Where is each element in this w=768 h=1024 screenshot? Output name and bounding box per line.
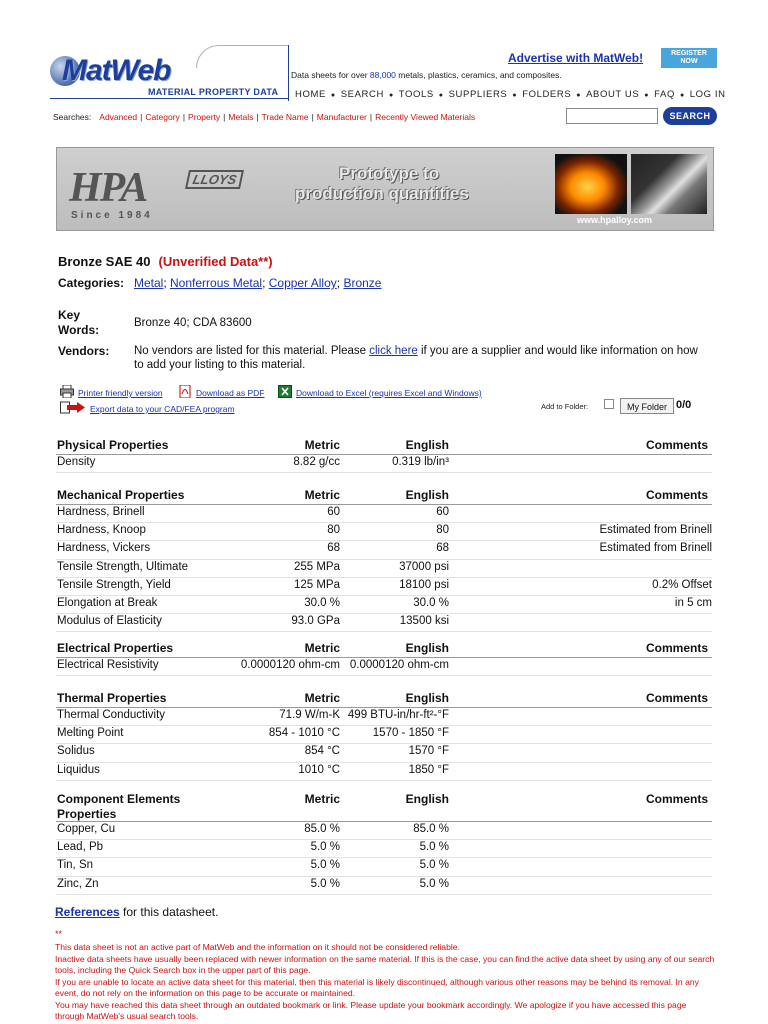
comments-column-header: Comments xyxy=(645,488,708,502)
register-line-1: REGISTER xyxy=(671,50,707,57)
vendors-label: Vendors: xyxy=(58,344,110,358)
search-link-trade-name[interactable]: Trade Name xyxy=(261,112,309,122)
register-now-button[interactable] xyxy=(661,48,717,68)
property-name[interactable]: Hardness, Vickers xyxy=(57,542,151,555)
metric-value: 60 xyxy=(327,506,340,518)
property-table xyxy=(56,791,712,895)
comment-value: Estimated from Brinell xyxy=(599,524,712,537)
pdf-icon xyxy=(178,385,192,398)
banner-forging-image xyxy=(555,154,627,214)
nav-separator: ● xyxy=(644,92,650,99)
quick-search-input[interactable] xyxy=(566,108,658,124)
metric-value: 93.0 GPa xyxy=(291,615,340,628)
property-name[interactable]: Melting Point xyxy=(57,727,124,740)
property-name[interactable]: Tin, Sn xyxy=(57,859,94,872)
vendors-text-pre: No vendors are listed for this material. Please xyxy=(134,345,370,357)
table-row xyxy=(56,840,712,858)
add-to-folder-label: Add to Folder: xyxy=(541,402,589,411)
vendors-text xyxy=(134,344,709,372)
nav-item-folders[interactable]: FOLDERS xyxy=(522,89,572,100)
disclaimer-marker: ** xyxy=(55,929,63,939)
property-table xyxy=(56,690,712,781)
banner-since: Since 1984 xyxy=(71,210,153,221)
metric-value: 1010 °C xyxy=(298,763,340,776)
comments-column-header: Comments xyxy=(645,691,708,705)
nav-separator: ● xyxy=(438,92,444,99)
metric-value: 854 - 1010 °C xyxy=(268,727,340,740)
english-value: 5.0 % xyxy=(419,859,449,872)
property-name[interactable]: Liquidus xyxy=(57,763,100,776)
english-value: 85.0 % xyxy=(413,823,449,835)
disclaimer-line: Inactive data sheets have usually been replaced with newer information on the same material. If this is the case, you can find the active data sheet by using any of our search tools, including the Quick Search box in the upper part of this page. xyxy=(55,953,715,975)
category-separator: ; xyxy=(336,276,344,290)
table-row xyxy=(56,541,712,559)
search-link-recently-viewed-materials[interactable]: Recently Viewed Materials xyxy=(375,112,476,122)
category-separator: ; xyxy=(163,276,171,290)
property-name[interactable]: Electrical Resistivity xyxy=(57,659,159,671)
english-value: 5.0 % xyxy=(419,877,449,890)
tagline-pre: Data sheets for over xyxy=(291,70,370,80)
english-value: 0.0000120 ohm-cm xyxy=(349,659,449,671)
my-folder-select[interactable]: My Folder xyxy=(620,398,674,414)
table-header xyxy=(56,690,712,708)
english-value: 0.319 lb/in³ xyxy=(392,456,449,468)
metric-column-header: Metric xyxy=(304,691,340,705)
metric-value: 255 MPa xyxy=(293,560,340,573)
section-title: Component Elements Properties xyxy=(57,792,181,821)
metric-column-header: Metric xyxy=(304,488,340,502)
disclaimer-line: If you are unable to locate an active data sheet for this material, then this material is likely discontinued, although various other reasons may be behind its removal. In any event, do not rely on the information on this page to be accurate or maintained. xyxy=(55,976,699,998)
metric-value: 30.0 % xyxy=(304,596,340,609)
search-link-category[interactable]: Category xyxy=(145,112,180,122)
table-row xyxy=(56,560,712,578)
property-name[interactable]: Density xyxy=(57,456,96,468)
material-name: Bronze SAE 40 xyxy=(58,254,151,269)
hpa-alloys-banner[interactable] xyxy=(56,147,714,231)
search-link-manufacturer[interactable]: Manufacturer xyxy=(316,112,367,122)
table-row xyxy=(56,523,712,541)
property-name[interactable]: Hardness, Knoop xyxy=(57,524,146,537)
searches-label: Searches: xyxy=(53,112,92,122)
search-link-property[interactable]: Property xyxy=(188,112,221,122)
table-row xyxy=(56,858,712,876)
vendors-click-here-link[interactable]: click here xyxy=(369,345,418,357)
metric-value: 0.0000120 ohm-cm xyxy=(240,659,340,671)
comment-value: 0.2% Offset xyxy=(652,578,712,591)
english-column-header: English xyxy=(405,438,449,452)
table-row xyxy=(56,822,712,840)
nav-item-suppliers[interactable]: SUPPLIERS xyxy=(448,89,508,100)
excel-icon xyxy=(278,385,292,398)
categories-list xyxy=(134,276,381,290)
references-link[interactable]: References xyxy=(55,905,120,919)
metric-value: 125 MPa xyxy=(293,578,340,591)
nav-item-search[interactable]: SEARCH xyxy=(340,89,384,100)
download-excel-link[interactable] xyxy=(278,383,482,401)
download-excel-label: Download to Excel (requires Excel and Windows) xyxy=(296,388,482,398)
property-table xyxy=(56,487,712,632)
english-value: 1570 - 1850 °F xyxy=(372,727,449,740)
category-link-nonferrous-metal[interactable]: Nonferrous Metal xyxy=(170,276,263,290)
table-row xyxy=(56,578,712,596)
tagline-count: 88,000 xyxy=(369,70,396,80)
logo-subtitle: MATERIAL PROPERTY DATA xyxy=(148,87,279,97)
nav-separator: ● xyxy=(330,92,336,99)
logo-divider xyxy=(50,98,288,99)
printer-icon xyxy=(60,385,74,398)
section-title: Mechanical Properties xyxy=(57,488,185,502)
folder-count: 0/0 xyxy=(676,399,692,411)
property-name[interactable]: Lead, Pb xyxy=(57,841,104,854)
section-title: Physical Properties xyxy=(57,438,169,452)
export-cad-label: Export data to your CAD/FEA program xyxy=(90,404,235,414)
metric-column-header: Metric xyxy=(304,438,340,452)
section-title: Thermal Properties xyxy=(57,691,167,705)
disclaimer-line: This data sheet is not an active part of MatWeb and the information on it should not be considered reliable. xyxy=(55,942,460,952)
category-separator: ; xyxy=(262,276,269,290)
metric-column-header: Metric xyxy=(304,641,340,655)
logo-decoration xyxy=(196,45,289,68)
property-name[interactable]: Zinc, Zn xyxy=(57,877,99,890)
comment-value: Estimated from Brinell xyxy=(599,542,712,555)
property-name[interactable]: Solidus xyxy=(57,745,95,758)
property-name[interactable]: Tensile Strength, Yield xyxy=(57,578,171,591)
english-value: 68 xyxy=(436,542,449,555)
register-line-2: NOW xyxy=(680,58,698,65)
english-column-header: English xyxy=(405,488,449,502)
property-table xyxy=(56,437,712,473)
search-link-advanced[interactable]: Advanced xyxy=(99,112,138,122)
comments-column-header: Comments xyxy=(645,641,708,655)
vendors-text-post: if you are a supplier and would like information on how to add your listing to this material. xyxy=(134,345,698,371)
comment-value: in 5 cm xyxy=(674,596,712,609)
table-row xyxy=(56,596,712,614)
table-row xyxy=(56,614,712,632)
metric-column-header: Metric xyxy=(304,792,340,806)
material-title xyxy=(58,254,273,269)
metric-value: 80 xyxy=(327,524,340,537)
english-value: 1850 °F xyxy=(408,763,449,776)
comments-column-header: Comments xyxy=(645,438,708,452)
category-link-metal[interactable]: Metal xyxy=(134,276,164,290)
references-text: for this datasheet. xyxy=(119,905,219,919)
add-to-folder-checkbox[interactable] xyxy=(604,399,614,409)
nav-item-faq[interactable]: FAQ xyxy=(654,89,675,100)
english-column-header: English xyxy=(405,691,449,705)
english-column-header: English xyxy=(405,641,449,655)
property-name[interactable]: Hardness, Brinell xyxy=(57,506,145,518)
search-link-metals[interactable]: Metals xyxy=(228,112,254,122)
banner-url: www.hpalloy.com xyxy=(577,215,653,225)
table-header xyxy=(56,640,712,658)
category-link-bronze[interactable]: Bronze xyxy=(343,276,382,290)
english-value: 37000 psi xyxy=(399,560,449,573)
export-cad-link[interactable] xyxy=(60,399,235,417)
category-link-copper-alloy[interactable]: Copper Alloy xyxy=(268,276,337,290)
english-value: 60 xyxy=(436,506,449,518)
banner-headline-1: Prototype to xyxy=(339,164,440,183)
table-header xyxy=(56,437,712,455)
categories-label: Categories: xyxy=(58,276,125,290)
keywords-value: Bronze 40; CDA 83600 xyxy=(134,317,252,329)
table-row xyxy=(56,505,712,523)
english-value: 30.0 % xyxy=(413,596,449,609)
metric-value: 68 xyxy=(327,542,340,555)
top-navigation xyxy=(295,89,726,100)
metric-value: 5.0 % xyxy=(310,877,340,890)
metric-value: 8.82 g/cc xyxy=(293,456,340,468)
property-name[interactable]: Thermal Conductivity xyxy=(57,709,166,721)
table-row xyxy=(56,658,712,676)
table-header xyxy=(56,791,712,822)
search-link-separator: | xyxy=(182,112,186,122)
download-pdf-label: Download as PDF xyxy=(196,388,265,398)
property-name[interactable]: Modulus of Elasticity xyxy=(57,615,162,628)
table-row xyxy=(56,708,712,726)
tagline-post: metals, plastics, ceramics, and composites. xyxy=(395,70,562,80)
nav-separator: ● xyxy=(388,92,394,99)
metric-value: 854 °C xyxy=(304,745,340,758)
matweb-logo[interactable]: MatWeb xyxy=(62,54,171,87)
nav-separator: ● xyxy=(512,92,518,99)
property-table xyxy=(56,640,712,676)
metric-value: 5.0 % xyxy=(310,859,340,872)
search-link-separator: | xyxy=(140,112,143,122)
english-value: 5.0 % xyxy=(419,841,449,854)
metric-value: 5.0 % xyxy=(310,841,340,854)
english-value: 80 xyxy=(436,524,449,537)
property-name[interactable]: Copper, Cu xyxy=(57,823,116,835)
section-title: Electrical Properties xyxy=(57,641,174,655)
table-row xyxy=(56,763,712,781)
english-value: 13500 ksi xyxy=(399,615,449,628)
banner-bar-stock-image xyxy=(631,154,707,214)
search-link-separator: | xyxy=(223,112,226,122)
property-name[interactable]: Tensile Strength, Ultimate xyxy=(57,560,189,573)
nav-separator: ● xyxy=(679,92,685,99)
unverified-badge: (Unverified Data**) xyxy=(158,254,273,269)
search-link-separator: | xyxy=(369,112,373,122)
disclaimer-line: You may have reached this data sheet through an outdated bookmark or link. Please update your bookmark accordingly. We apologize if you have accessed this page through MatWeb's usual search tools. xyxy=(55,999,687,1021)
printer-friendly-label: Printer friendly version xyxy=(78,388,163,398)
english-value: 1570 °F xyxy=(408,745,449,758)
nav-separator: ● xyxy=(576,92,582,99)
references-line xyxy=(55,905,218,919)
keywords-label: Key Words: xyxy=(58,308,100,337)
banner-brand: HPA xyxy=(69,165,147,211)
english-column-header: English xyxy=(405,792,449,806)
table-row xyxy=(56,877,712,895)
search-button[interactable]: SEARCH xyxy=(663,107,717,125)
tagline xyxy=(291,70,562,80)
advertise-link[interactable]: Advertise with MatWeb! xyxy=(508,51,644,65)
nav-item-log-in[interactable]: LOG IN xyxy=(689,89,726,100)
nav-item-tools[interactable]: TOOLS xyxy=(398,89,434,100)
table-row xyxy=(56,455,712,473)
logo-divider-vertical xyxy=(288,45,289,101)
table-row xyxy=(56,726,712,744)
table-row xyxy=(56,744,712,762)
metric-value: 85.0 % xyxy=(304,823,340,835)
property-name[interactable]: Elongation at Break xyxy=(57,596,158,609)
english-value: 18100 psi xyxy=(399,578,449,591)
metric-value: 71.9 W/m-K xyxy=(279,709,340,721)
disclaimer xyxy=(55,942,715,1023)
english-value: 499 BTU-in/hr-ft²-°F xyxy=(347,709,449,721)
banner-brand-suffix: LLOYS xyxy=(185,170,244,189)
export-arrow-icon xyxy=(60,401,86,414)
nav-item-about-us[interactable]: ABOUT US xyxy=(586,89,640,100)
table-header xyxy=(56,487,712,505)
comments-column-header: Comments xyxy=(645,792,708,806)
banner-headline-2: production quantities xyxy=(295,184,469,203)
search-link-separator: | xyxy=(311,112,314,122)
nav-item-home[interactable]: HOME xyxy=(295,89,326,100)
search-link-separator: | xyxy=(256,112,259,122)
search-links-bar xyxy=(53,112,475,122)
